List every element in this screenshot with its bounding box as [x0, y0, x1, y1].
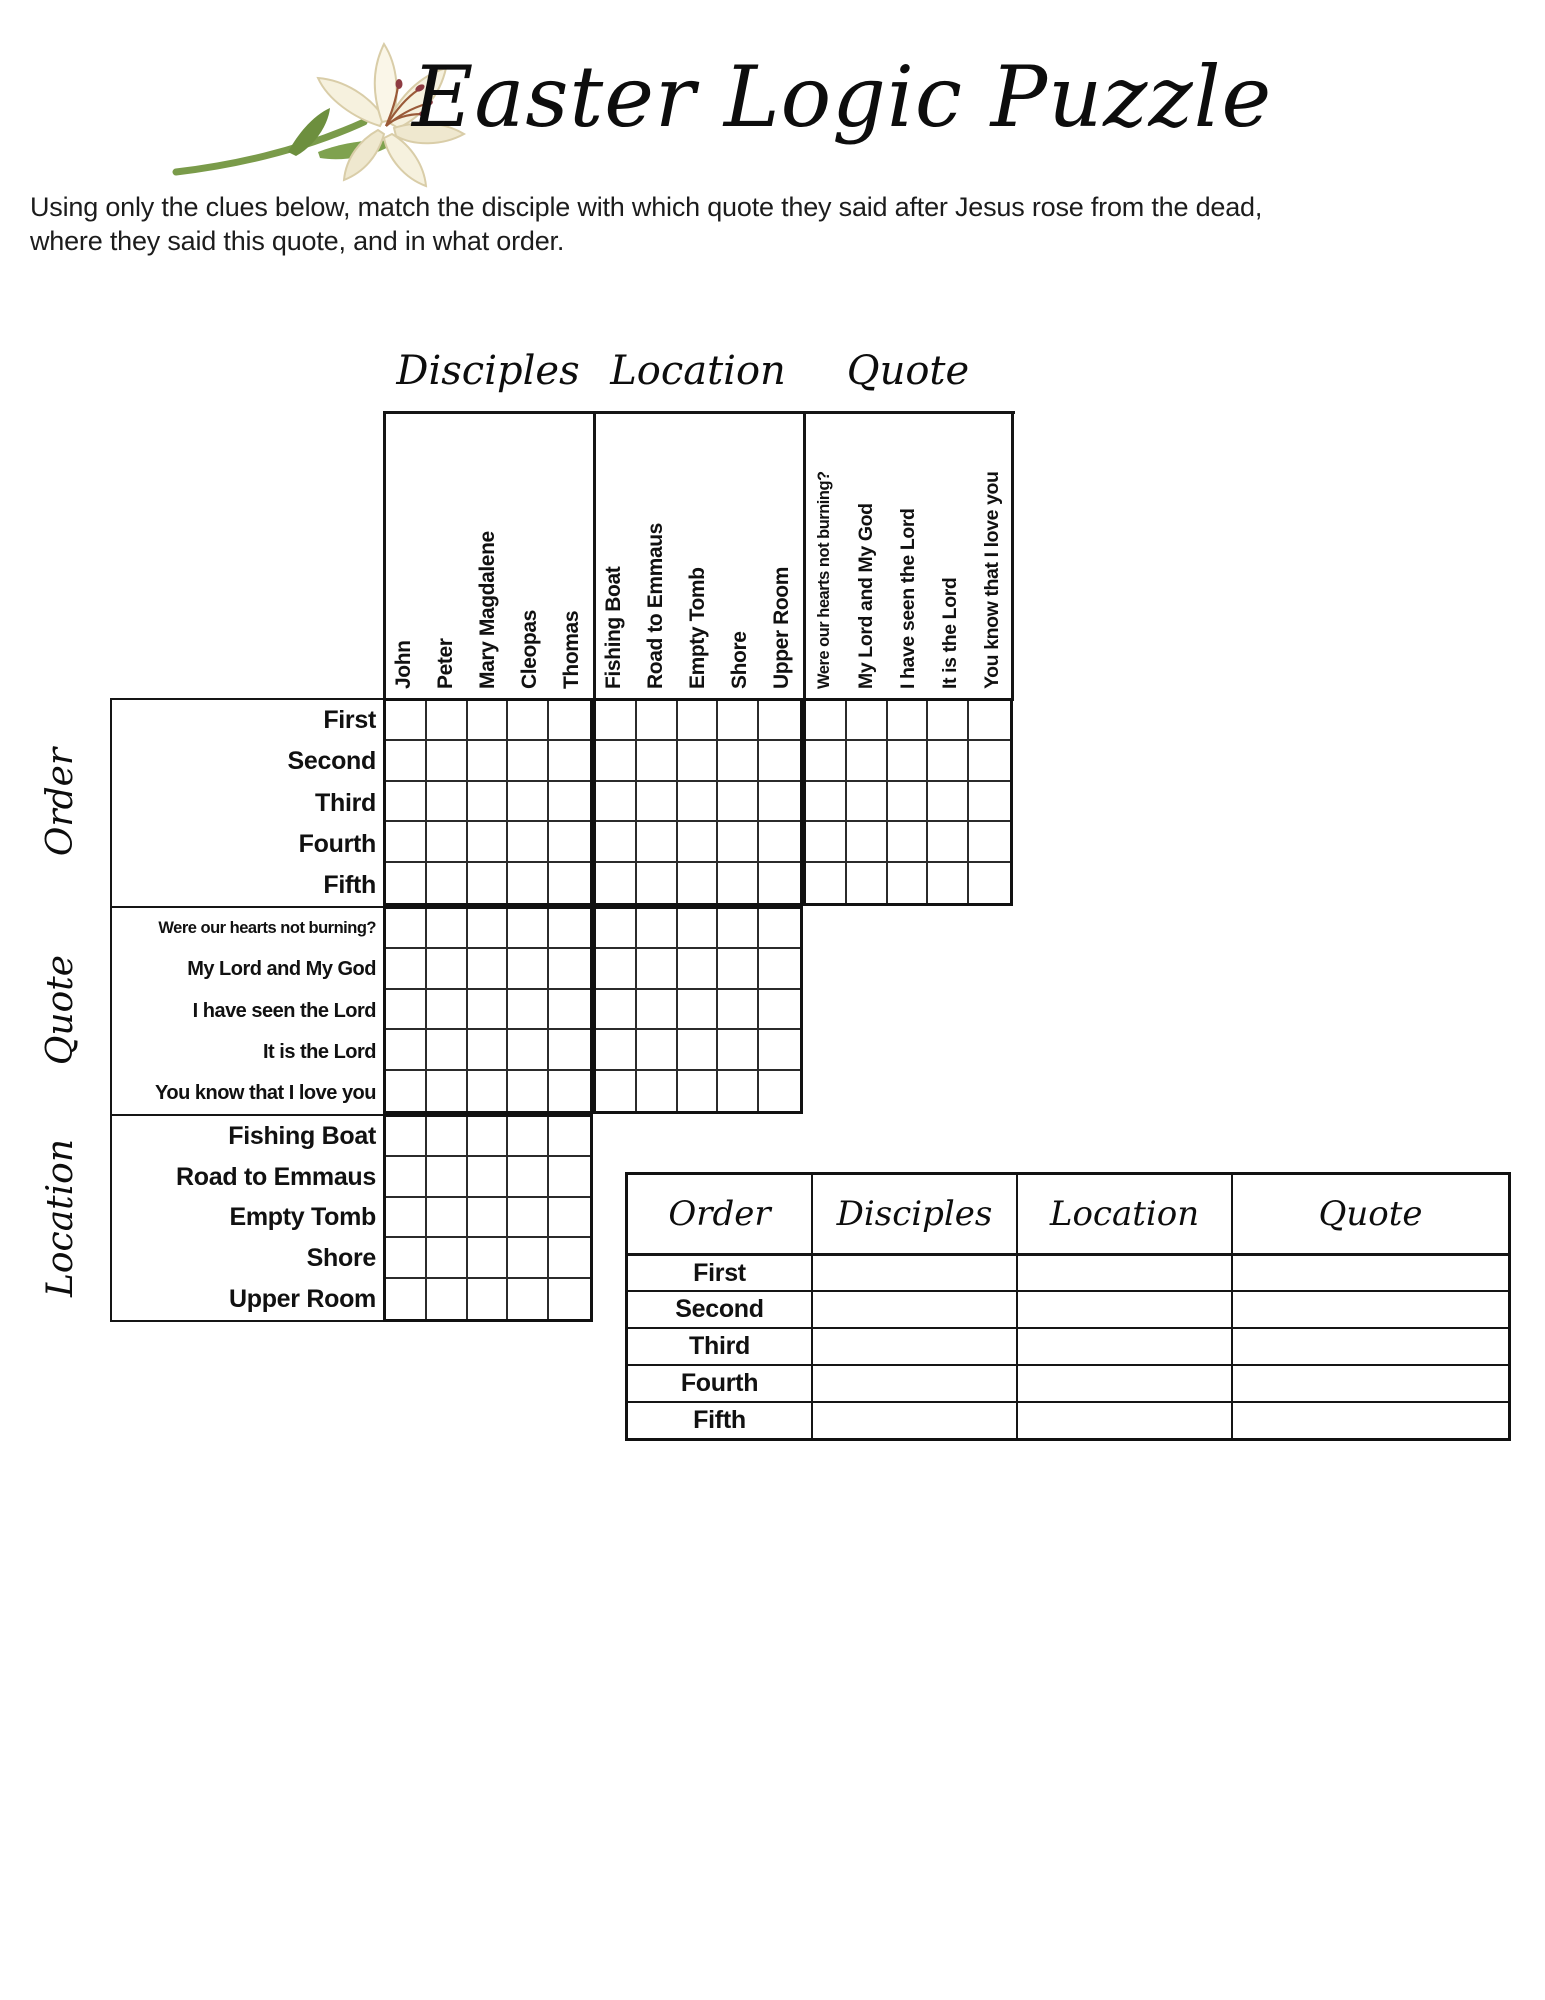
grid-cell[interactable]	[718, 741, 759, 781]
grid-cell[interactable]	[718, 1030, 759, 1070]
grid-cell[interactable]	[847, 741, 888, 781]
grid-cell[interactable]	[508, 1117, 549, 1157]
col-label-john: John	[392, 640, 415, 689]
grid-cell[interactable]	[678, 782, 719, 822]
answer-cell[interactable]	[1231, 1327, 1508, 1364]
grid-cell[interactable]	[427, 822, 468, 862]
grid-cell[interactable]	[386, 741, 427, 781]
grid-cell[interactable]	[549, 1071, 590, 1111]
answer-table	[625, 1172, 1511, 1441]
grid-cell[interactable]	[969, 822, 1010, 862]
grid-cell[interactable]	[928, 782, 969, 822]
grid-cell[interactable]	[468, 782, 509, 822]
grid-cell[interactable]	[508, 1030, 549, 1070]
grid-block-order-quote	[803, 698, 1013, 906]
grid-cell[interactable]	[759, 701, 800, 741]
grid-cell[interactable]	[596, 863, 637, 903]
answer-header-quote: Quote	[1231, 1175, 1508, 1253]
grid-cell[interactable]	[596, 741, 637, 781]
grid-cell[interactable]	[386, 863, 427, 903]
grid-cell[interactable]	[678, 741, 719, 781]
side-label-quote: Quote	[40, 954, 81, 1066]
grid-cell[interactable]	[549, 1279, 590, 1319]
grid-cell[interactable]	[468, 990, 509, 1030]
grid-cell[interactable]	[508, 1238, 549, 1278]
col-label-you-love-you: You know that I love you	[981, 471, 1003, 689]
grid-cell[interactable]	[549, 949, 590, 989]
grid-cell[interactable]	[549, 1157, 590, 1197]
grid-cell[interactable]	[386, 909, 427, 949]
answer-cell[interactable]	[1016, 1401, 1231, 1438]
grid-cell[interactable]	[508, 741, 549, 781]
grid-cell[interactable]	[637, 909, 678, 949]
grid-cell[interactable]	[468, 909, 509, 949]
grid-cell[interactable]	[596, 701, 637, 741]
answer-cell[interactable]	[1016, 1364, 1231, 1401]
answer-cell[interactable]	[1231, 1290, 1508, 1327]
grid-cell[interactable]	[508, 909, 549, 949]
col-label-shore: Shore	[728, 631, 751, 689]
col-label-peter: Peter	[434, 638, 457, 689]
col-label-thomas: Thomas	[560, 610, 583, 689]
answer-cell[interactable]	[1016, 1327, 1231, 1364]
grid-cell[interactable]	[637, 949, 678, 989]
grid-block-location-disciples	[383, 1114, 593, 1322]
grid-cell[interactable]	[508, 990, 549, 1030]
grid-cell[interactable]	[637, 782, 678, 822]
grid-cell[interactable]	[888, 701, 929, 741]
grid-cell[interactable]	[508, 782, 549, 822]
grid-cell[interactable]	[427, 701, 468, 741]
grid-cell[interactable]	[847, 701, 888, 741]
grid-block-order-location	[593, 698, 803, 906]
grid-cell[interactable]	[596, 782, 637, 822]
answer-cell[interactable]	[811, 1364, 1016, 1401]
grid-cell[interactable]	[549, 822, 590, 862]
grid-cell[interactable]	[508, 1071, 549, 1111]
answer-row-label-fifth: Fifth	[628, 1401, 811, 1438]
row-labels-order	[110, 698, 383, 906]
grid-cell[interactable]	[596, 949, 637, 989]
row-label-fishing-boat: Fishing Boat	[228, 1121, 376, 1150]
row-label-empty-tomb: Empty Tomb	[229, 1203, 376, 1232]
row-label-upper-room: Upper Room	[228, 1285, 376, 1314]
grid-cell[interactable]	[427, 949, 468, 989]
row-label-second: Second	[287, 747, 376, 776]
col-label-hearts-burning: Were our hearts not burning?	[815, 471, 833, 689]
grid-cell[interactable]	[759, 909, 800, 949]
grid-cell[interactable]	[386, 701, 427, 741]
grid-cell[interactable]	[468, 1030, 509, 1070]
grid-cell[interactable]	[386, 1071, 427, 1111]
grid-cell[interactable]	[678, 1071, 719, 1111]
grid-cell[interactable]	[928, 741, 969, 781]
grid-cell[interactable]	[759, 863, 800, 903]
grid-cell[interactable]	[549, 741, 590, 781]
grid-cell[interactable]	[386, 782, 427, 822]
grid-cell[interactable]	[386, 1157, 427, 1197]
grid-cell[interactable]	[549, 1030, 590, 1070]
row-label-it-is-the-lord: It is the Lord	[263, 1040, 376, 1063]
grid-cell[interactable]	[427, 1279, 468, 1319]
grid-cell[interactable]	[427, 1157, 468, 1197]
grid-cell[interactable]	[427, 909, 468, 949]
grid-cell[interactable]	[427, 782, 468, 822]
grid-cell[interactable]	[508, 863, 549, 903]
grid-cell[interactable]	[847, 822, 888, 862]
grid-cell[interactable]	[678, 701, 719, 741]
grid-cell[interactable]	[637, 863, 678, 903]
category-header-location: Location	[610, 348, 786, 394]
grid-cell[interactable]	[386, 1117, 427, 1157]
col-label-my-lord-my-god: My Lord and My God	[855, 503, 877, 689]
grid-cell[interactable]	[386, 822, 427, 862]
grid-cell[interactable]	[468, 863, 509, 903]
answer-cell[interactable]	[811, 1401, 1016, 1438]
row-label-fifth: Fifth	[323, 870, 376, 899]
answer-row-label-fourth: Fourth	[628, 1364, 811, 1401]
grid-cell[interactable]	[637, 1071, 678, 1111]
grid-cell[interactable]	[759, 949, 800, 989]
grid-cell[interactable]	[508, 1157, 549, 1197]
grid-cell[interactable]	[759, 1030, 800, 1070]
row-labels-quote	[110, 906, 383, 1114]
grid-cell[interactable]	[549, 1238, 590, 1278]
grid-cell[interactable]	[759, 822, 800, 862]
grid-cell[interactable]	[468, 1117, 509, 1157]
grid-cell[interactable]	[847, 863, 888, 903]
grid-cell[interactable]	[928, 822, 969, 862]
grid-cell[interactable]	[596, 990, 637, 1030]
grid-cell[interactable]	[427, 990, 468, 1030]
col-label-it-is-the-lord: It is the Lord	[939, 577, 961, 689]
grid-cell[interactable]	[468, 1198, 509, 1238]
grid-cell[interactable]	[549, 909, 590, 949]
grid-cell[interactable]	[386, 949, 427, 989]
grid-cell[interactable]	[637, 741, 678, 781]
grid-cell[interactable]	[847, 782, 888, 822]
answer-cell[interactable]	[1231, 1253, 1508, 1290]
col-label-seen-the-lord: I have seen the Lord	[897, 508, 919, 689]
grid-cell[interactable]	[678, 909, 719, 949]
answer-cell[interactable]	[1016, 1290, 1231, 1327]
grid-cell[interactable]	[386, 1279, 427, 1319]
grid-cell[interactable]	[806, 863, 847, 903]
grid-cell[interactable]	[637, 1030, 678, 1070]
grid-cell[interactable]	[549, 863, 590, 903]
grid-cell[interactable]	[386, 1198, 427, 1238]
grid-cell[interactable]	[427, 1238, 468, 1278]
instructions-line-1: Using only the clues below, match the disciple with which quote they said after Jesus rose from the dead,	[30, 192, 1263, 222]
row-label-my-lord-my-god: My Lord and My God	[187, 958, 376, 981]
grid-cell[interactable]	[806, 822, 847, 862]
grid-cell[interactable]	[718, 701, 759, 741]
row-label-seen-the-lord: I have seen the Lord	[192, 999, 376, 1022]
row-label-fourth: Fourth	[298, 829, 376, 858]
answer-cell[interactable]	[1231, 1401, 1508, 1438]
col-label-fishing-boat: Fishing Boat	[602, 566, 625, 689]
grid-cell[interactable]	[759, 741, 800, 781]
answer-cell[interactable]	[811, 1327, 1016, 1364]
answer-row-label-third: Third	[628, 1327, 811, 1364]
grid-cell[interactable]	[928, 701, 969, 741]
grid-cell[interactable]	[759, 782, 800, 822]
grid-cell[interactable]	[718, 782, 759, 822]
grid-cell[interactable]	[468, 1279, 509, 1319]
grid-cell[interactable]	[468, 1238, 509, 1278]
grid-cell[interactable]	[549, 990, 590, 1030]
row-label-road-to-emmaus: Road to Emmaus	[176, 1162, 376, 1191]
grid-cell[interactable]	[508, 701, 549, 741]
grid-cell[interactable]	[678, 1030, 719, 1070]
grid-cell[interactable]	[678, 863, 719, 903]
category-header-disciples: Disciples	[396, 348, 580, 394]
instructions	[30, 190, 1510, 258]
grid-cell[interactable]	[806, 741, 847, 781]
grid-cell[interactable]	[969, 701, 1010, 741]
grid-cell[interactable]	[468, 949, 509, 989]
grid-cell[interactable]	[468, 1157, 509, 1197]
answer-row-label-second: Second	[628, 1290, 811, 1327]
header-underline	[383, 411, 1015, 414]
grid-block-quote-location	[593, 906, 803, 1114]
grid-cell[interactable]	[508, 1198, 549, 1238]
grid-cell[interactable]	[427, 863, 468, 903]
grid-cell[interactable]	[718, 949, 759, 989]
grid-cell[interactable]	[759, 1071, 800, 1111]
grid-cell[interactable]	[928, 863, 969, 903]
grid-cell[interactable]	[468, 741, 509, 781]
grid-cell[interactable]	[427, 1198, 468, 1238]
grid-cell[interactable]	[508, 822, 549, 862]
grid-cell[interactable]	[508, 1279, 549, 1319]
answer-header-location: Location	[1016, 1175, 1231, 1253]
grid-block-order-disciples	[383, 698, 593, 906]
grid-cell[interactable]	[596, 822, 637, 862]
col-label-upper-room: Upper Room	[770, 566, 793, 689]
row-label-hearts-burning: Were our hearts not burning?	[158, 919, 376, 938]
grid-cell[interactable]	[596, 1030, 637, 1070]
grid-cell[interactable]	[549, 1198, 590, 1238]
side-label-location: Location	[40, 1138, 81, 1298]
instructions-line-2: where they said this quote, and in what order.	[30, 226, 565, 256]
row-label-shore: Shore	[306, 1244, 376, 1273]
grid-cell[interactable]	[508, 949, 549, 989]
grid-cell[interactable]	[969, 863, 1010, 903]
grid-cell[interactable]	[969, 741, 1010, 781]
col-label-mary-magdalene: Mary Magdalene	[476, 531, 499, 689]
row-label-third: Third	[315, 788, 376, 817]
grid-cell[interactable]	[468, 701, 509, 741]
grid-cell[interactable]	[386, 1238, 427, 1278]
grid-cell[interactable]	[596, 1071, 637, 1111]
row-label-first: First	[323, 706, 376, 735]
answer-cell[interactable]	[1231, 1364, 1508, 1401]
grid-cell[interactable]	[596, 909, 637, 949]
grid-cell[interactable]	[637, 822, 678, 862]
grid-cell[interactable]	[427, 1030, 468, 1070]
grid-cell[interactable]	[637, 701, 678, 741]
answer-header-disciples: Disciples	[811, 1175, 1016, 1253]
grid-cell[interactable]	[468, 1071, 509, 1111]
row-labels-location	[110, 1114, 383, 1322]
grid-cell[interactable]	[549, 701, 590, 741]
grid-cell[interactable]	[678, 822, 719, 862]
grid-cell[interactable]	[637, 990, 678, 1030]
grid-cell[interactable]	[678, 990, 719, 1030]
grid-cell[interactable]	[427, 1117, 468, 1157]
grid-cell[interactable]	[549, 1117, 590, 1157]
answer-cell[interactable]	[811, 1253, 1016, 1290]
grid-cell[interactable]	[806, 782, 847, 822]
grid-cell[interactable]	[549, 782, 590, 822]
grid-cell[interactable]	[468, 822, 509, 862]
grid-cell[interactable]	[386, 990, 427, 1030]
grid-block-quote-disciples	[383, 906, 593, 1114]
category-header-quote: Quote	[846, 348, 970, 394]
col-label-empty-tomb: Empty Tomb	[686, 567, 709, 689]
grid-cell[interactable]	[759, 990, 800, 1030]
grid-cell[interactable]	[718, 822, 759, 862]
grid-cell[interactable]	[888, 822, 929, 862]
grid-cell[interactable]	[386, 1030, 427, 1070]
answer-cell[interactable]	[1016, 1253, 1231, 1290]
page-title: Easter Logic Puzzle	[412, 48, 1273, 146]
grid-cell[interactable]	[718, 1071, 759, 1111]
grid-cell[interactable]	[806, 701, 847, 741]
grid-cell[interactable]	[888, 741, 929, 781]
answer-cell[interactable]	[811, 1290, 1016, 1327]
grid-cell[interactable]	[969, 782, 1010, 822]
grid-cell[interactable]	[718, 909, 759, 949]
grid-cell[interactable]	[678, 949, 719, 989]
grid-cell[interactable]	[888, 782, 929, 822]
col-label-cleopas: Cleopas	[518, 610, 541, 689]
grid-cell[interactable]	[427, 1071, 468, 1111]
grid-cell[interactable]	[427, 741, 468, 781]
col-label-road-to-emmaus: Road to Emmaus	[644, 523, 667, 689]
grid-cell[interactable]	[718, 990, 759, 1030]
grid-cell[interactable]	[888, 863, 929, 903]
answer-row-label-first: First	[628, 1253, 811, 1290]
row-label-you-love-you: You know that I love you	[155, 1081, 376, 1104]
side-label-order: Order	[40, 747, 81, 857]
answer-header-order: Order	[668, 1194, 771, 1234]
grid-cell[interactable]	[718, 863, 759, 903]
